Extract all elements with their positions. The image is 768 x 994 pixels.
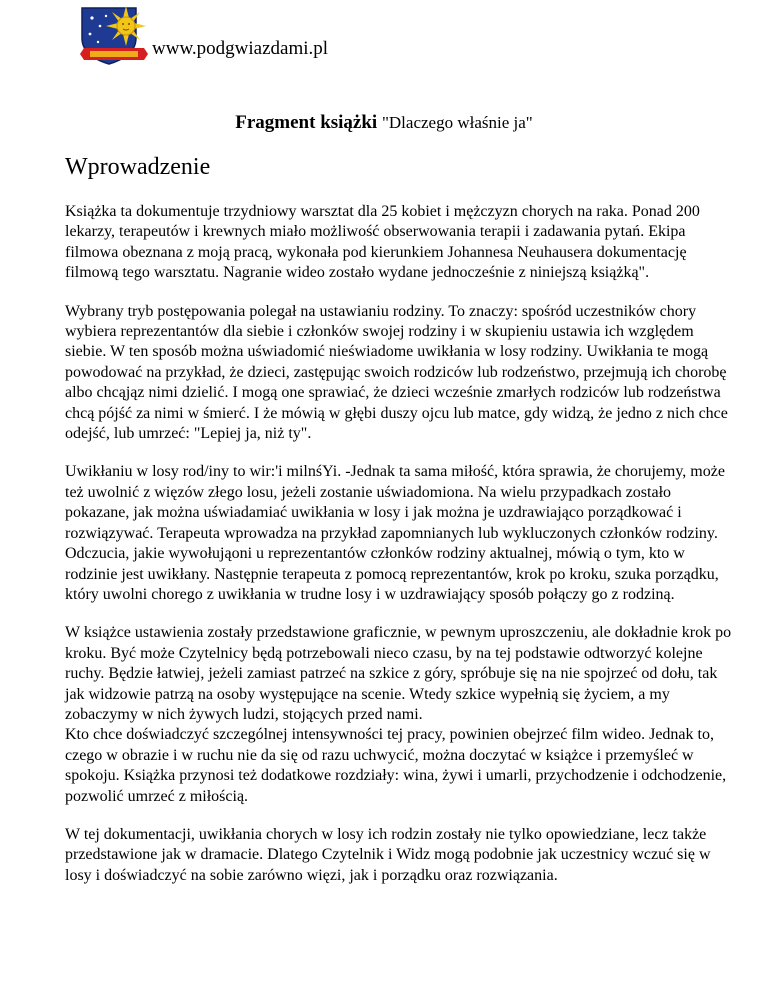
paragraph: W książce ustawienia zostały przedstawione graficznie, w pewnym uproszczeniu, ale dokładnie krok po kroku. Być może Czytelnicy będą potrzebowali nieco czasu, by na tej podstawie odtworzyć kolejne ruchy. Będzie łatwiej, jeżeli zamiast patrzeć na szkice z góry, spróbuje się na nie spojrzeć od dołu, tak jak widzowie patrzą na osoby występujące na scenie. Wtedy szkice wypełnią się życiem, a my zobaczymy w nich żywych ludzi, stojących przed nami.	[65, 624, 732, 723]
paragraph: Kto chce doświadczyć szczególnej intensywności tej pracy, powinien obejrzeć film wideo. Jednak to, czego w obrazie i w ruchu nie da się od razu uchwycić, można doczytać w książce i przemyśleć w spokoju. Książka przynosi też dodatkowe rozdziały: wina, żywi i umarli, przychodzenie i odchodzenie, pozwolić umrzeć z miłością.	[65, 726, 727, 805]
page-header	[76, 4, 154, 70]
document-title	[0, 112, 768, 134]
site-logo[interactable]	[76, 4, 154, 66]
document-body	[65, 202, 735, 904]
title-bold-part: Fragment książki	[235, 112, 378, 133]
section-heading: Wprowadzenie	[65, 154, 211, 180]
paragraph: Wybrany tryb postępowania polegał na ustawianiu rodziny. To znaczy: spośród uczestników chory wybiera reprezentantów dla siebie i członków swojej rodziny i w skupieniu ustawia ich względem siebie. W ten sposób można uświadomić nieświadome uwikłania w losy rodziny. Uwikłania te mogą powodować na przykład, że dzieci, zastępując swoich rodziców lub rodzeństwo, przejmują ich chorobę albo chcąjąz nimi dzielić. I mogą one sprawiać, że dzieci wcześnie zmarłych rodziców lub rodzeństwa chcą pójść za nimi w śmierć. I że mówią w głębi duszy ojcu lub matce, gdy widzą, że jedno z nich chce odejść, lub umrzeć: "Lepiej ja, niż ty".	[65, 302, 728, 443]
paragraph: Książka ta dokumentuje trzydniowy warsztat dla 25 kobiet i mężczyzn chorych na raka. Ponad 200 lekarzy, terapeutów i krewnych miało możliwość obserwowania terapii i zadawania pytań. Ekipa filmowa obeznana z moją pracą, wykonała pod kierunkiem Johannesa Neuhausera dokumentację filmową tego warsztatu. Nagranie wideo zostało wydane jednocześnie z niniejszą książką".	[65, 203, 700, 282]
paragraph: W tej dokumentacji, uwikłania chorych w losy ich rodzin zostały nie tylko opowiedziane, lecz także przedstawione jak w dramacie. Dlatego Czytelnik i Widz mogą podobnie jak uczestnicy wczuć się w losy i doświadczyć na sobie zarówno więzi, jak i porządku oraz rozwiązania.	[65, 825, 711, 884]
paragraph: Uwikłaniu w losy rod/iny to wir:'i milnśYi. -Jednak ta sama miłość, która sprawia, że chorujemy, może też uwolnić z więzów złego losu, jeżeli zostanie uświadomiona. Na wielu przypadkach zostało pokazane, jak można uświadamiać uwikłania w losy i jak można je uzdrawiająco porządkować i rozwiązywać. Terapeuta wprowadza na przykład zapomnianych lub wykluczonych członków rodziny. Odczucia, jakie wywołująoni u reprezentantów członków rodziny aktualnej, mówią o tym, kto w rodzinie jest uwikłany. Następnie terapeuta z pomocą reprezentantów, krok po kroku, szuka porządku, który uwolni chorego z uwikłania w trudne losy i w uzdrawiający sposób połączy go z rodziną.	[65, 463, 725, 603]
title-quoted-part: "Dlaczego właśnie ja"	[381, 113, 533, 132]
site-url[interactable]: www.podgwiazdami.pl	[152, 38, 329, 59]
